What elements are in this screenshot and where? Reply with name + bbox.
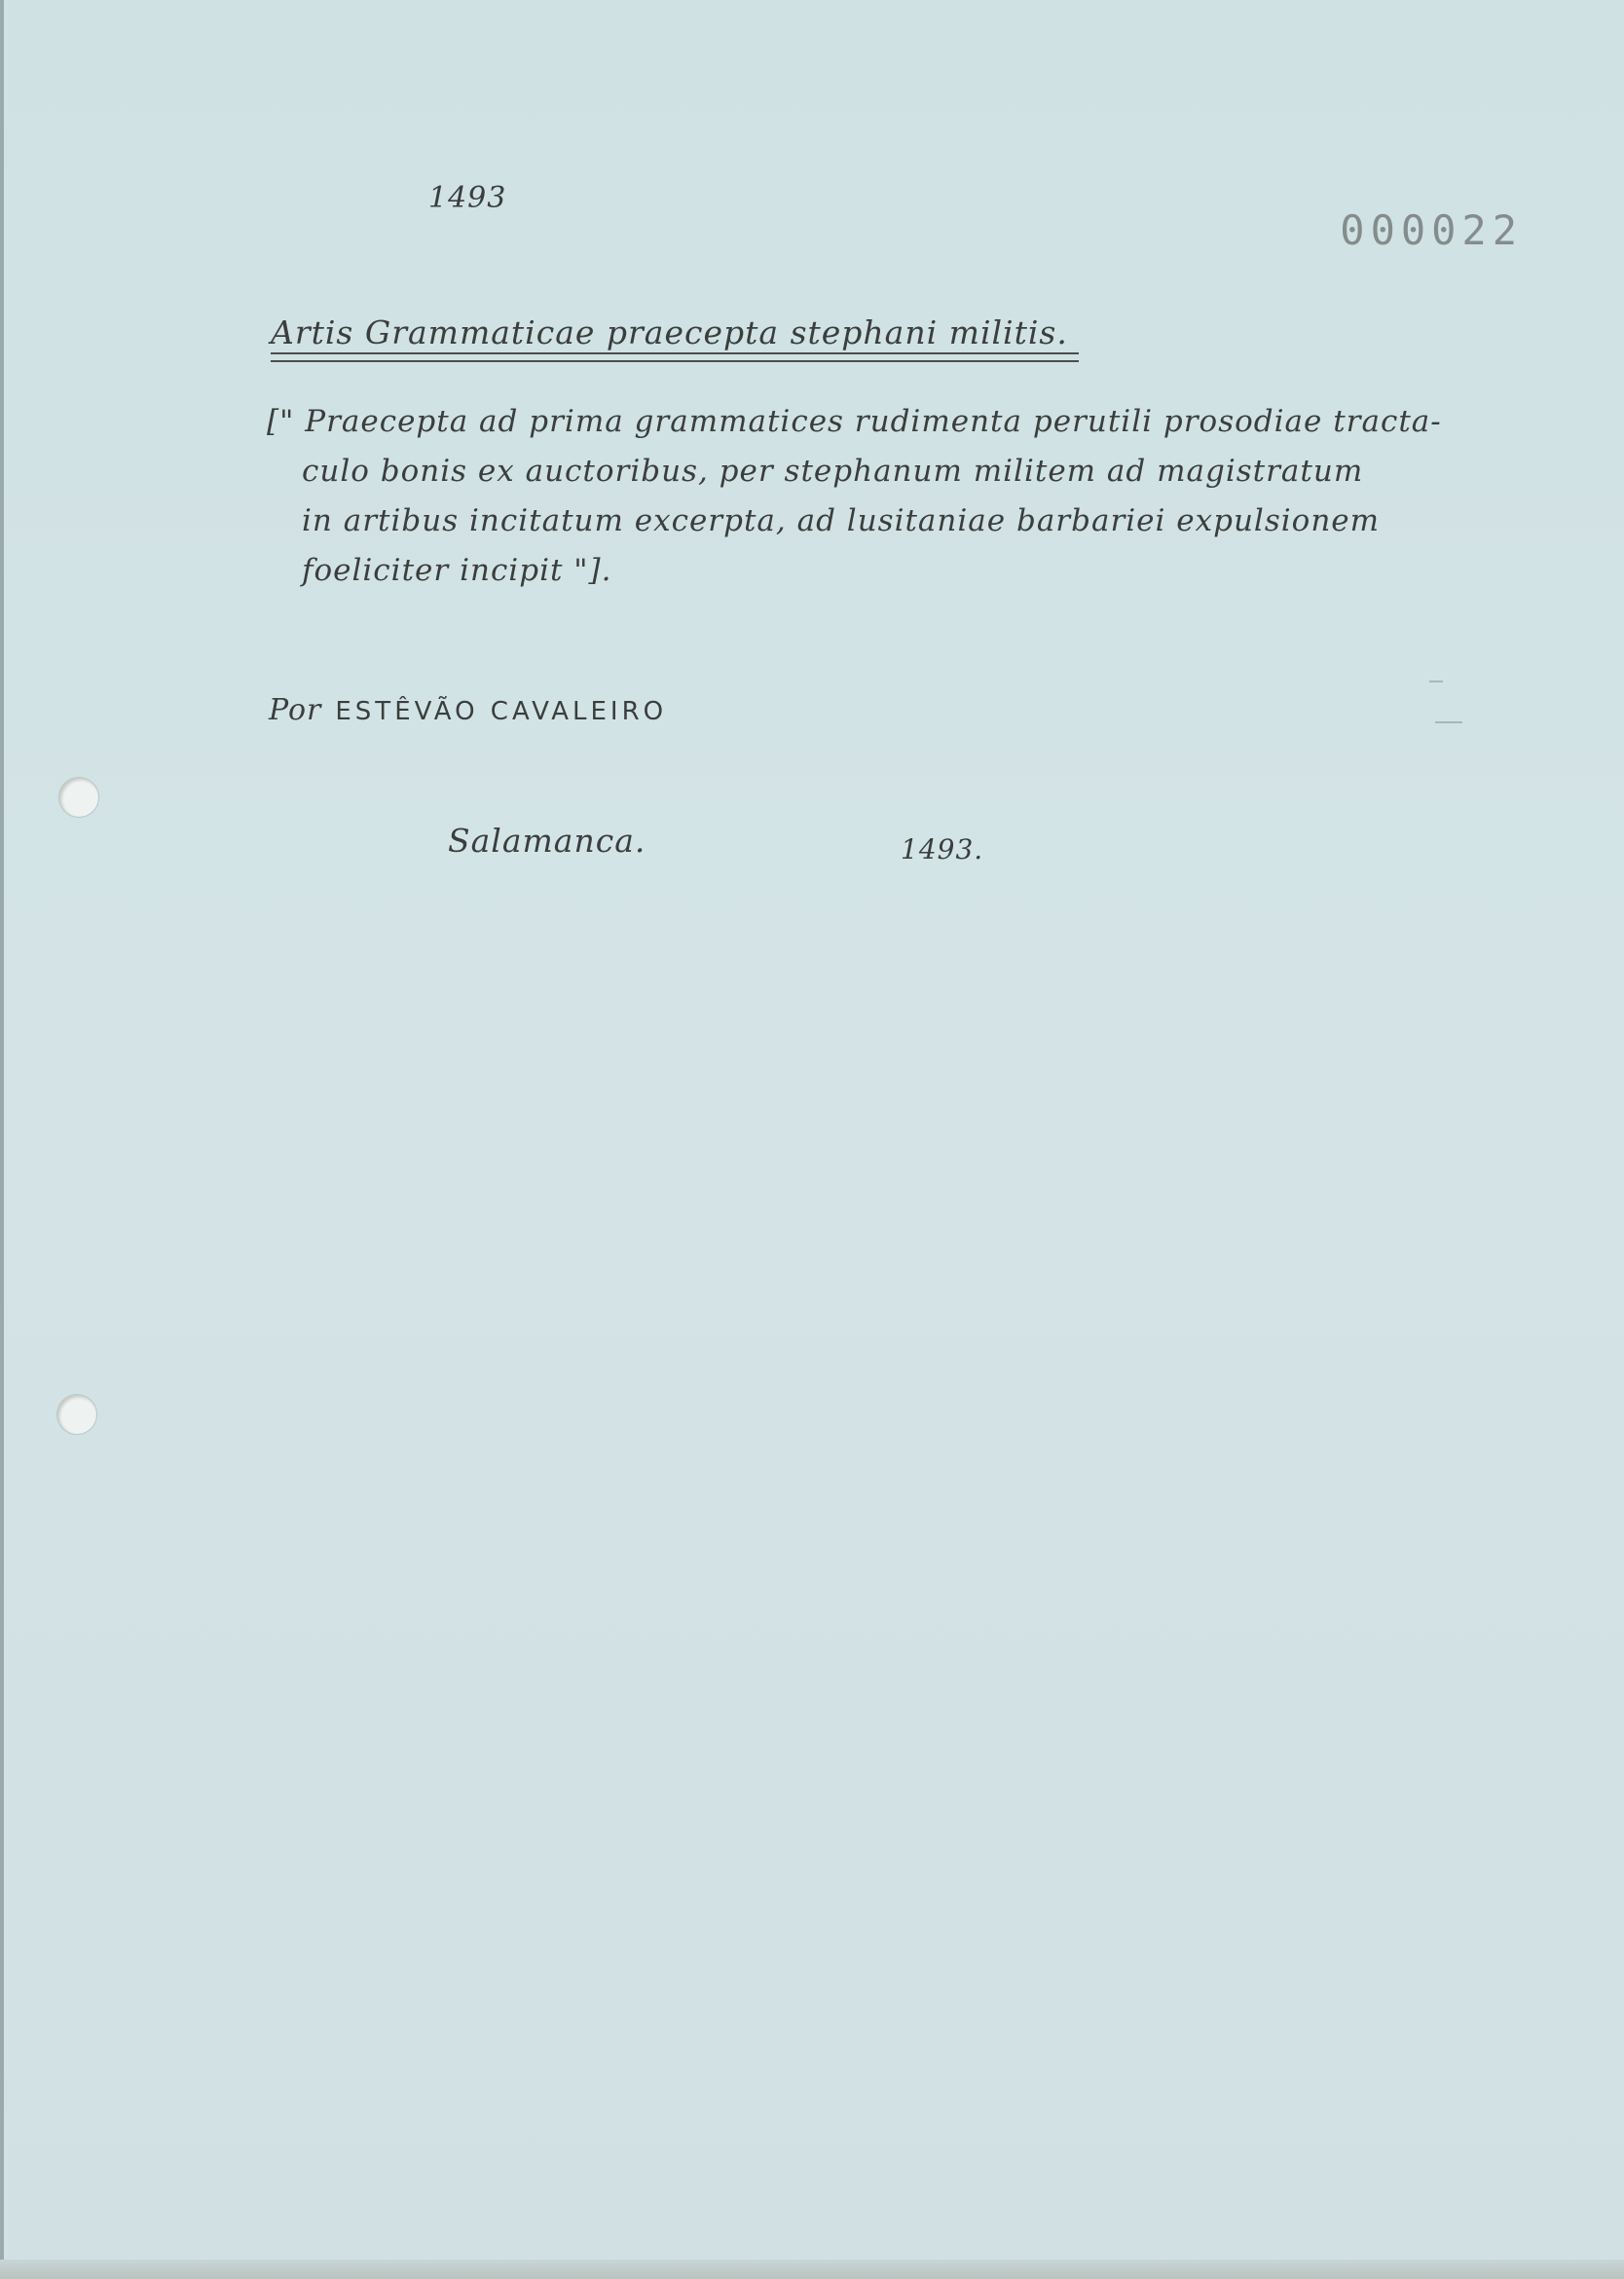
archive-stamp-number: 000022 — [1340, 206, 1523, 254]
punch-hole-icon — [58, 777, 99, 818]
punch-hole-icon — [56, 1394, 97, 1435]
document-title: Artis Grammaticae praecepta stephani militis. — [271, 313, 1068, 351]
place-of-publication: Salamanca. — [448, 822, 646, 860]
incipit-line: [" Praecepta ad prima grammatices rudimenta perutili prosodiae tracta- — [267, 404, 1442, 439]
page-bottom-edge — [0, 2260, 1624, 2279]
incipit-line: in artibus incitatum excerpta, ad lusitaniae barbariei expulsionem — [302, 503, 1381, 538]
author-line — [269, 693, 667, 727]
publication-year: 1493. — [901, 833, 984, 865]
title-double-underline — [271, 352, 1079, 362]
paper-speck — [1429, 680, 1443, 682]
author-name: ESTÊVÃO CAVALEIRO — [335, 697, 668, 726]
incipit-line: foeliciter incipit "]. — [302, 553, 612, 588]
incipit-line: culo bonis ex auctoribus, per stephanum militem ad magistratum — [302, 454, 1364, 489]
paper-speck — [1435, 721, 1462, 723]
page-left-edge — [0, 0, 4, 2279]
header-year: 1493 — [428, 181, 507, 215]
author-prefix: Por — [269, 693, 322, 727]
incipit-quote — [267, 397, 1442, 596]
